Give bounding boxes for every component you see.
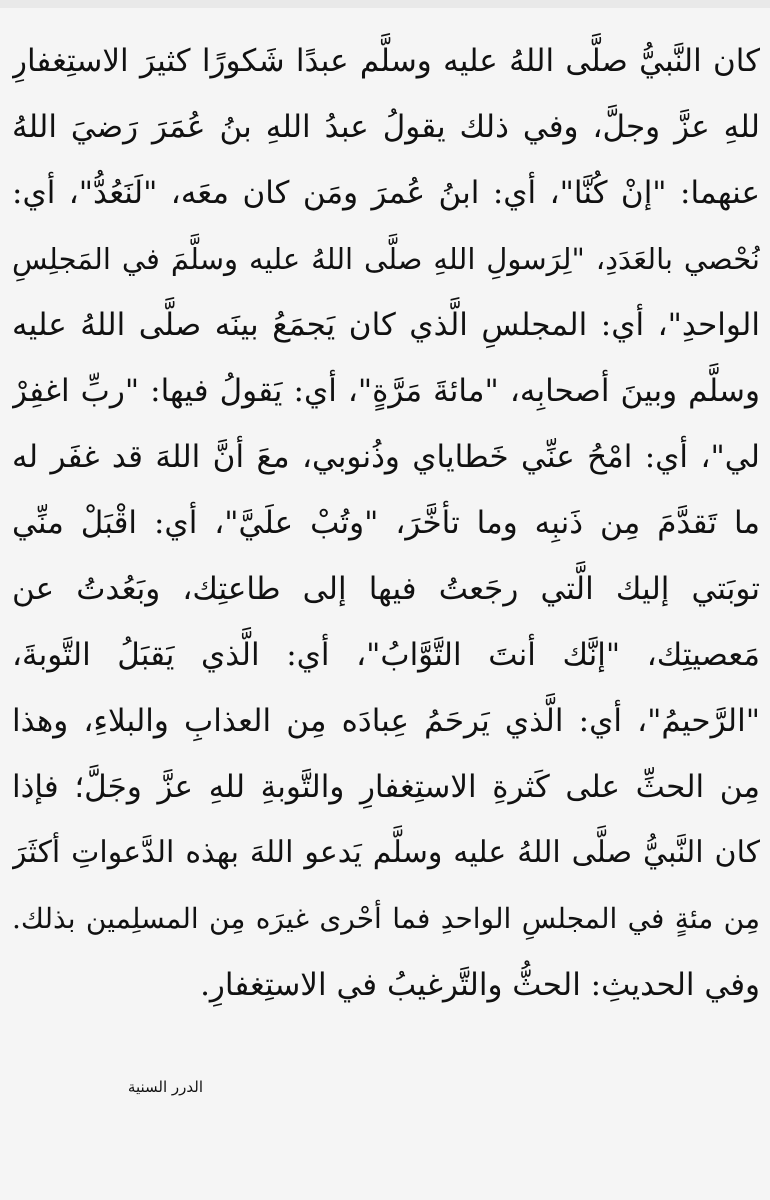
article-line: مَعصيتِك، "إنَّك أنتَ التَّوَّابُ"، أي: الَّذي يَقبَلُ التَّوبةَ، (12, 637, 760, 673)
article-line: توبَتي إليك الَّتي رجَعتُ فيها إلى طاعتِك، وبَعُدتُ عن (12, 571, 760, 607)
source-credit: الدرر السنية (127, 1078, 203, 1096)
article-line-last: وفي الحديثِ: الحثُّ والتَّرغيبُ في الاستِغفارِ. (200, 967, 760, 1003)
top-edge-strip (0, 0, 770, 8)
article-line: عنهما: "إنْ كُنَّا"، أي: ابنُ عُمرَ ومَن كان معَه، "لَنَعُدُّ"، أي: (12, 175, 760, 211)
article-line: لي"، أي: امْحُ عنِّي خَطاياي وذُنوبي، معَ أنَّ اللهَ قد غفَر له (12, 439, 760, 475)
article-line: كان النَّبيُّ صلَّى اللهُ عليه وسلَّم عبدًا شَكورًا كثيرَ الاستِغفارِ (12, 43, 760, 79)
article-line: كان النَّبيُّ صلَّى اللهُ عليه وسلَّم يَدعو اللهَ بهذه الدَّعواتِ أكثَرَ (12, 835, 760, 870)
article-line: مِن مئةٍ في المجلسِ الواحدِ فما أحْرى غيرَه مِن المسلِمين بذلك. (12, 902, 760, 935)
article-line: ما تَقدَّمَ مِن ذَنبِه وما تأخَّرَ، "وتُبْ علَيَّ"، أي: اقْبَلْ منِّي (12, 505, 760, 541)
article-text (0, 28, 770, 1018)
article-line: وسلَّم وبينَ أصحابِه، "مائةَ مَرَّةٍ"، أي: يَقولُ فيها: "ربِّ اغفِرْ (12, 373, 760, 409)
article-line: "الرَّحيمُ"، أي: الَّذي يَرحَمُ عِبادَه مِن العذابِ والبلاءِ، وهذا (12, 703, 760, 739)
article-line: نُحْصي بالعَدَدِ، "لِرَسولِ اللهِ صلَّى اللهُ عليه وسلَّمَ في المَجلِسِ (12, 242, 760, 276)
article-line: مِن الحثِّ على كَثرةِ الاستِغفارِ والتَّوبةِ للهِ عزَّ وجَلَّ؛ فإذا (12, 769, 760, 805)
article-line: للهِ عزَّ وجلَّ، وفي ذلك يقولُ عبدُ اللهِ بنُ عُمَرَ رَضيَ اللهُ (12, 109, 760, 145)
article-line: الواحدِ"، أي: المجلسِ الَّذي كان يَجمَعُ بينَه صلَّى اللهُ عليه (12, 307, 760, 343)
